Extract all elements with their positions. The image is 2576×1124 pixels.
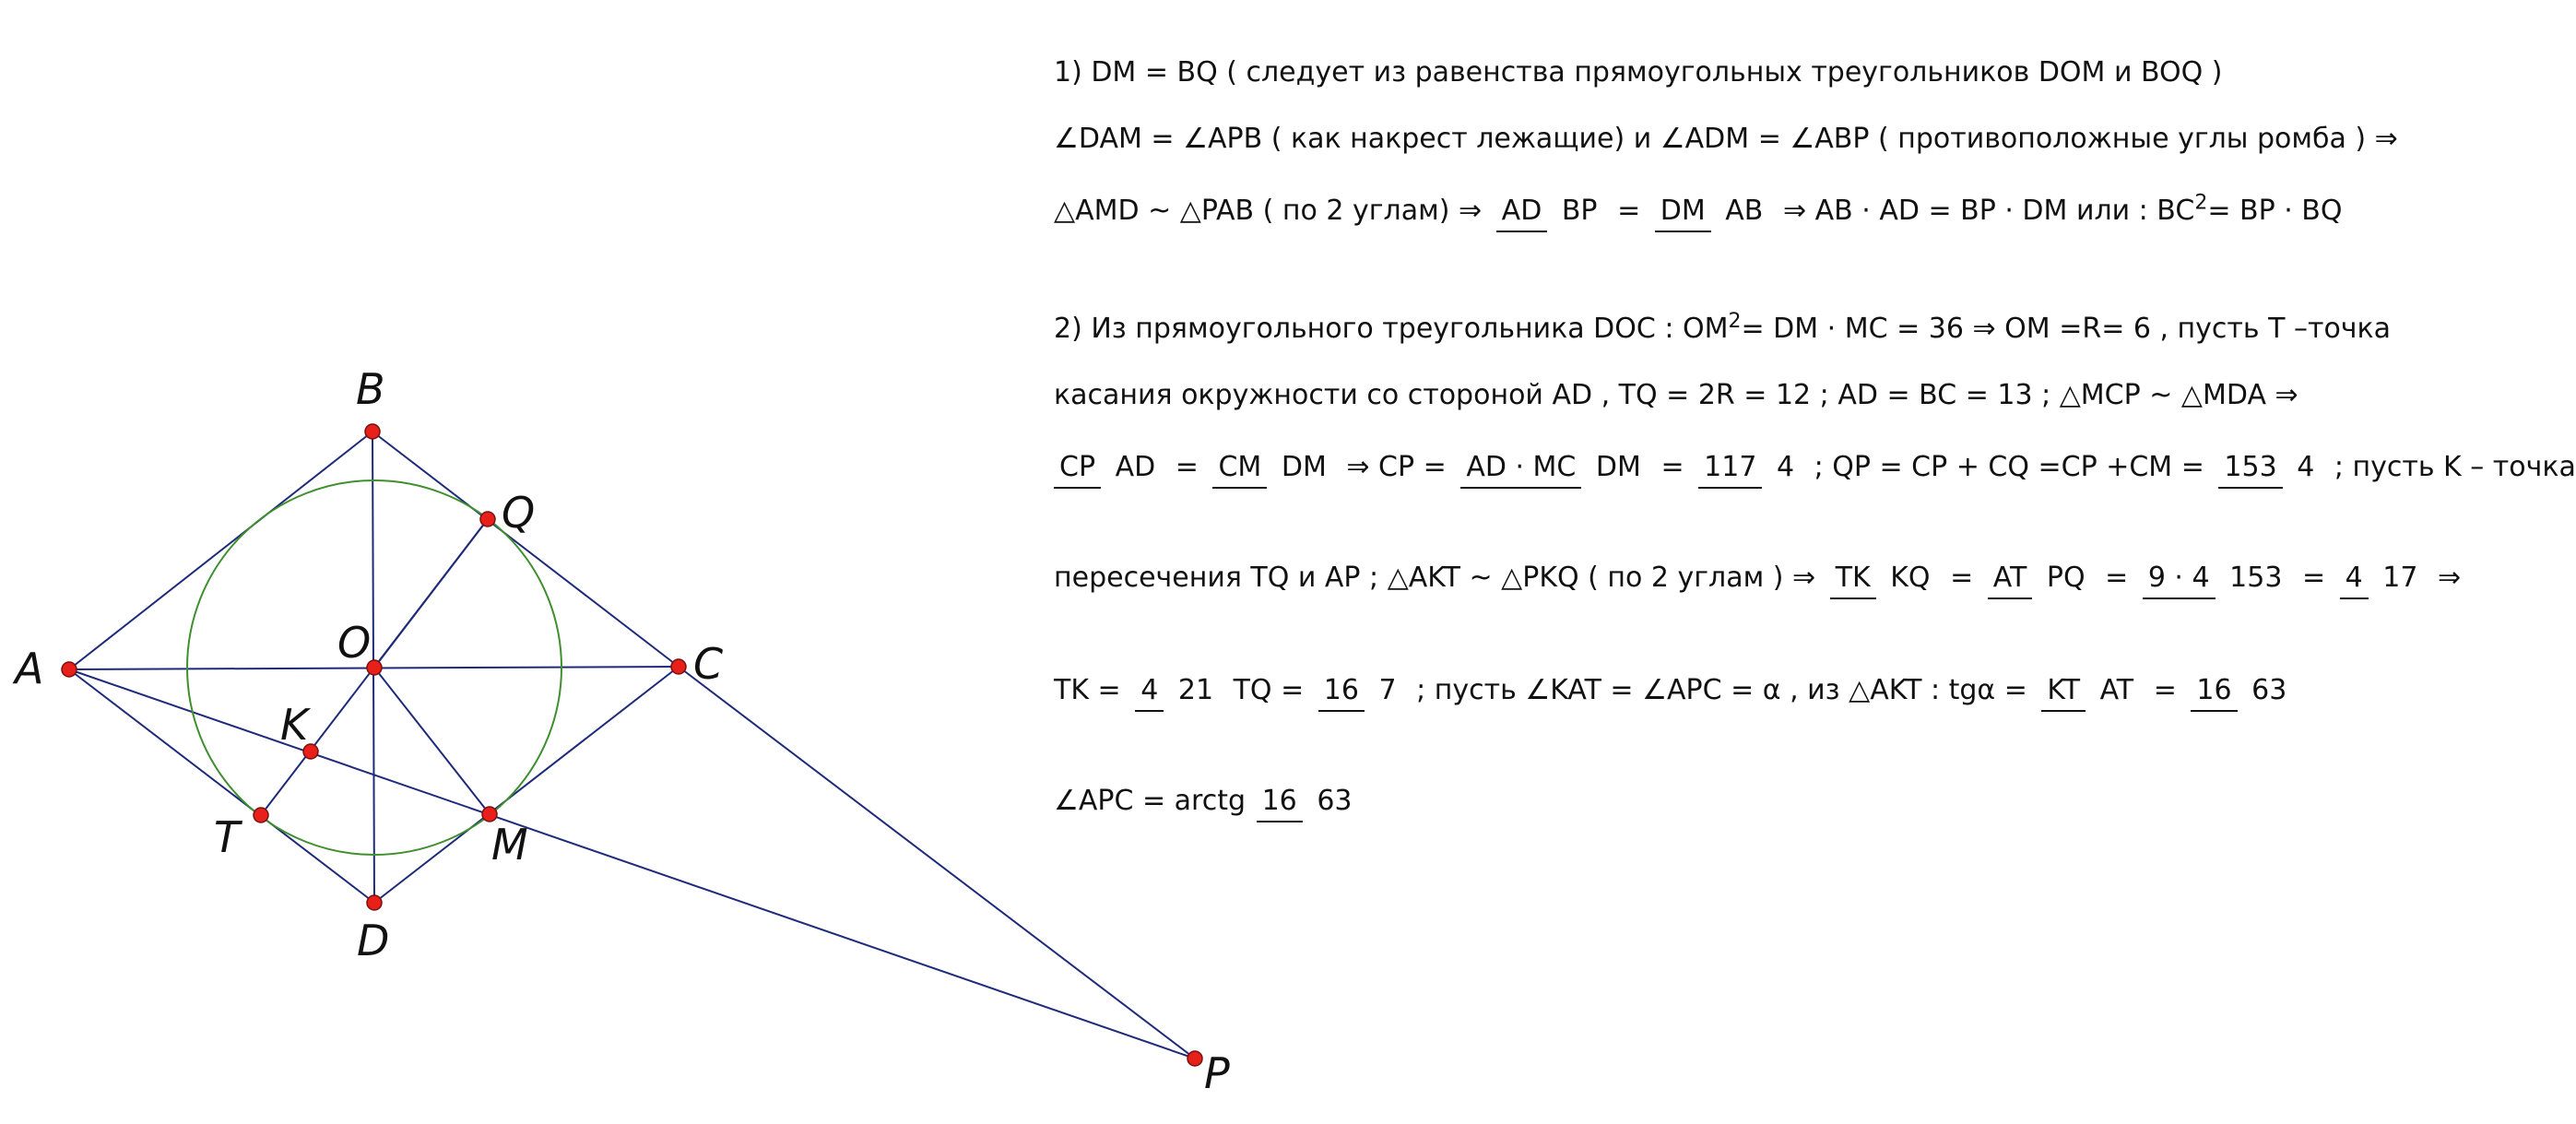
fraction-4-21 — [1135, 669, 1219, 712]
fraction-36-153 — [2143, 557, 2288, 599]
point-Q — [480, 512, 495, 527]
point-T — [254, 808, 268, 822]
segment-BC — [372, 432, 679, 667]
exponent: 2 — [1728, 310, 1742, 333]
denominator: 21 — [1177, 674, 1214, 706]
geometry-figure — [0, 0, 1230, 1124]
point-B — [365, 424, 380, 439]
denominator: DM — [1595, 451, 1641, 483]
numerator: 9 · 4 — [2143, 564, 2216, 599]
numerator: KT — [2041, 677, 2086, 712]
solution-line-7 — [1054, 557, 2461, 599]
line3-text-b: ⇒ AB · AD = BP · DM или : BC — [1782, 194, 2195, 227]
segment-AB — [69, 432, 372, 669]
fraction-at-pq — [1988, 557, 2091, 599]
denominator: 4 — [2297, 451, 2315, 483]
fraction-117-4 — [1698, 446, 1800, 489]
denominator: 7 — [1378, 674, 1397, 706]
label-P: P — [1204, 1048, 1230, 1098]
equals-sign: = — [1950, 561, 1974, 594]
line3-text-c: = BP · BQ — [2207, 194, 2343, 227]
numerator: CM — [1212, 454, 1267, 489]
label-Q: Q — [502, 488, 536, 538]
denominator: 4 — [1776, 451, 1795, 483]
denominator: 63 — [2251, 674, 2287, 706]
denominator: BP — [1561, 195, 1598, 227]
solution-line-9 — [1054, 780, 1364, 822]
fraction-153-4 — [2218, 446, 2320, 489]
equals-sign: = — [2153, 673, 2177, 706]
denominator: DM — [1281, 451, 1327, 483]
label-O: O — [337, 618, 372, 668]
point-C — [671, 659, 686, 674]
denominator: 63 — [1317, 785, 1353, 817]
fraction-answer — [1257, 780, 1358, 822]
segment-DA — [69, 669, 374, 903]
numerator: AT — [1988, 564, 2033, 599]
solution-line-5 — [1054, 379, 2298, 411]
equals-sign: = — [1660, 450, 1684, 483]
denominator: 17 — [2382, 562, 2418, 594]
fraction-16-7 — [1318, 669, 1402, 712]
solution-line-2 — [1054, 125, 2398, 153]
equals-sign: = — [1617, 194, 1641, 227]
fraction-kt-at — [2041, 669, 2139, 712]
numerator: 16 — [2191, 677, 2237, 712]
line4-text-b: = DM · MC = 36 ⇒ OM =R= 6 , пусть T –точка — [1741, 313, 2392, 345]
label-C: C — [693, 639, 724, 689]
numerator: AD · MC — [1460, 454, 1581, 489]
solution-line-6 — [1054, 446, 2576, 489]
numerator: 153 — [2218, 454, 2282, 489]
denominator: KQ — [1890, 562, 1931, 594]
denominator: 153 — [2229, 562, 2283, 594]
label-T: T — [214, 812, 241, 862]
segment-OM — [374, 668, 490, 814]
equals-sign: = — [1175, 450, 1199, 483]
fraction-4-17 — [2340, 557, 2424, 599]
line7-text-b: ⇒ — [2438, 561, 2462, 594]
figure-points — [62, 424, 1202, 1066]
line8-text-b: TQ = — [1233, 673, 1305, 706]
numerator: DM — [1655, 197, 1711, 232]
line3-text-a: △AMD ~ △PAB ( по 2 углам) ⇒ — [1054, 194, 1483, 227]
fraction-ad-bp — [1496, 190, 1603, 232]
solution-line-1 — [1054, 56, 2223, 89]
line7-text-a: пересечения TQ и AP ; △AKT ~ △PKQ ( по 2 углам ) ⇒ — [1054, 561, 1816, 594]
figure-lines — [69, 432, 1195, 1059]
line2-text: ∠DAM = ∠APB ( как накрест лежащие) и ∠ADM = ∠ABP ( противоположные углы ромба ) ⇒ — [1054, 123, 2398, 155]
solution-line-3 — [1054, 190, 2342, 232]
numerator: AD — [1496, 197, 1548, 232]
label-B: B — [356, 364, 385, 414]
point-A — [62, 662, 77, 677]
line1-text: 1) DM = BQ ( следует из равенства прямоугольных треугольников DOM и BOQ ) — [1054, 56, 2223, 89]
fraction-16-63 — [2191, 669, 2292, 712]
fraction-cp-ad — [1054, 446, 1161, 489]
solution-line-4 — [1054, 310, 2392, 345]
line5-text: касания окружности со стороной AD , TQ = 2R = 12 ; AD = BC = 13 ; △MCP ~ △MDA ⇒ — [1054, 379, 2298, 411]
equals-sign: = — [2105, 561, 2129, 594]
line6-text-a: ⇒ CP = — [1346, 450, 1447, 483]
label-D: D — [357, 916, 390, 965]
denominator: AT — [2099, 674, 2134, 706]
numerator: 4 — [1135, 677, 1164, 712]
line8-text-a: TK = — [1054, 673, 1121, 706]
numerator: 4 — [2340, 564, 2369, 599]
fraction-cm-dm — [1212, 446, 1331, 489]
segment-AP — [69, 669, 1195, 1059]
numerator: TK — [1830, 564, 1876, 599]
line9-text-a: ∠APC = arctg — [1054, 784, 1247, 817]
equals-sign: = — [2301, 561, 2326, 594]
point-D — [367, 895, 382, 910]
denominator: AB — [1725, 195, 1764, 227]
label-A: A — [15, 644, 44, 693]
point-labels — [12, 364, 1230, 1098]
solution-line-8 — [1054, 669, 2298, 712]
numerator: 16 — [1257, 787, 1303, 822]
numerator: 16 — [1318, 677, 1365, 712]
line6-text-b: ; QP = CP + CQ =CP +CM = — [1814, 450, 2204, 483]
line4-text-a: 2) Из прямоугольного треугольника DOC : OM — [1054, 313, 1729, 345]
label-M: M — [491, 820, 528, 870]
segment-CP — [679, 667, 1195, 1059]
fraction-admc-dm — [1460, 446, 1647, 489]
label-K: K — [280, 700, 309, 750]
fraction-tk-kq — [1830, 557, 1936, 599]
line6-text-c: ; пусть K – точка — [2334, 450, 2576, 483]
denominator: PQ — [2046, 562, 2086, 594]
fraction-dm-ab — [1655, 190, 1769, 232]
numerator: 117 — [1698, 454, 1762, 489]
denominator: AD — [1115, 451, 1156, 483]
numerator: CP — [1054, 454, 1101, 489]
exponent: 2 — [2194, 191, 2208, 215]
line8-text-c: ; пусть ∠KAT = ∠APC = α , из △AKT : tgα = — [1416, 673, 2027, 706]
point-P — [1188, 1051, 1202, 1066]
